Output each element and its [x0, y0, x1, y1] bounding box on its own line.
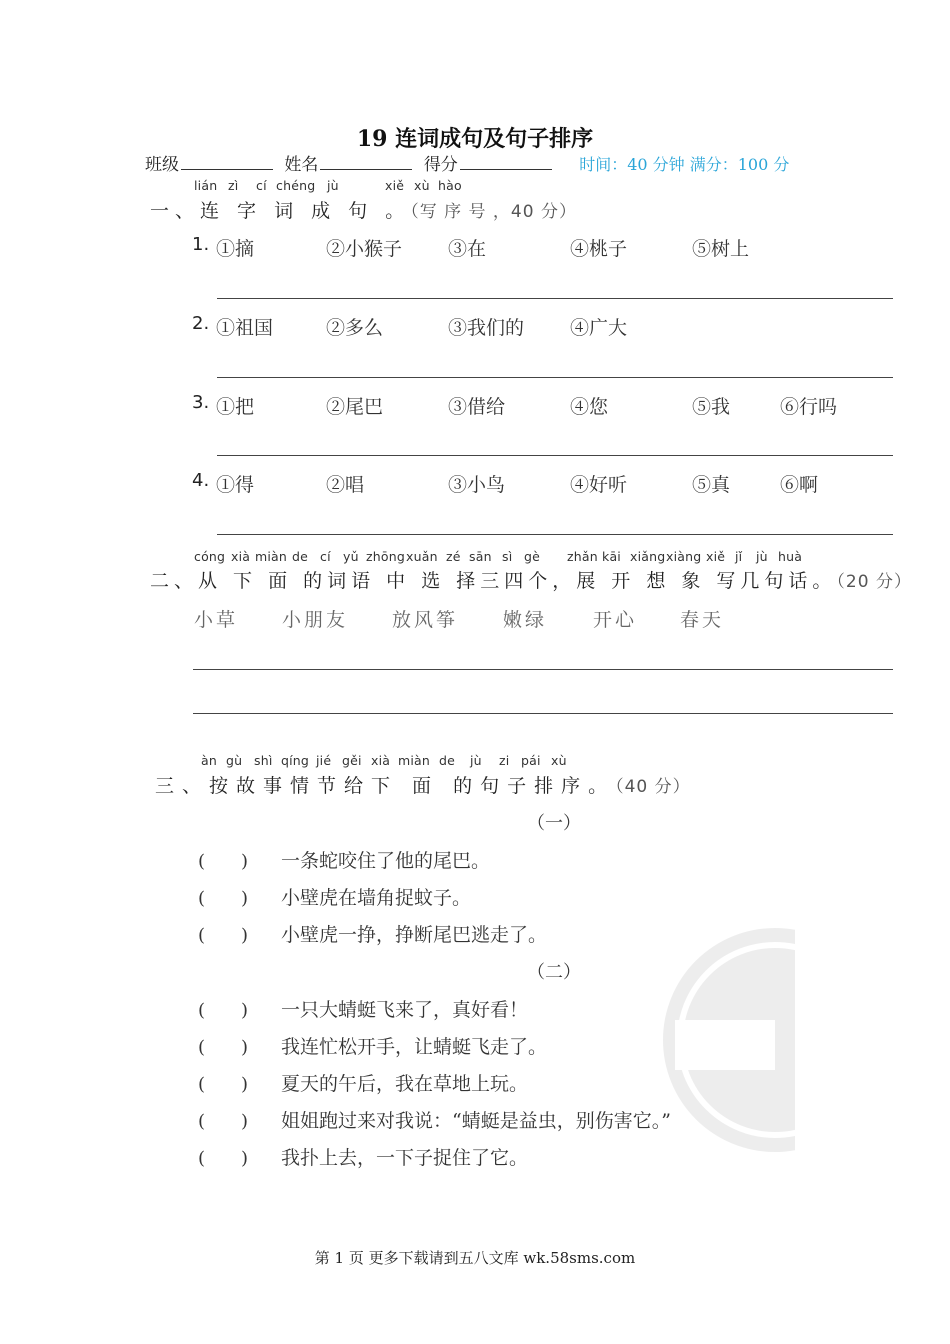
s2-pinyin-2: miàn	[255, 549, 288, 564]
s1-pinyin-3: chéng	[276, 178, 316, 193]
q1-option-4: ④桃子	[570, 238, 628, 260]
q4-option-2: ②唱	[326, 474, 365, 496]
s3-pinyin-11: pái	[521, 753, 541, 768]
s3-pinyin-0: àn	[201, 753, 217, 768]
s1-pinyin-2: cí	[256, 178, 267, 193]
g2-sentence-1: 一只大蜻蜓飞来了，真好看！	[281, 999, 529, 1021]
q4-option-3: ③小鸟	[448, 474, 506, 496]
s2-pinyin-4: cí	[320, 549, 331, 564]
q4-answer-line[interactable]	[217, 534, 893, 535]
q3-option-2: ②尾巴	[326, 396, 384, 418]
q1-option-5: ⑤树上	[692, 238, 750, 260]
q1-option-3: ③在	[448, 238, 487, 260]
s2-pinyin-8: zé	[446, 549, 461, 564]
s1-pinyin-0: lián	[194, 178, 218, 193]
name-blank[interactable]	[320, 153, 412, 170]
group2-label: （二）	[527, 962, 581, 983]
word-5: 开心	[593, 609, 638, 631]
s2-answer-line-2[interactable]	[193, 713, 893, 714]
section2-heading-text: 二、从 下 面 的词语 中 选 择三四个，展 开 想 象 写几句话。	[150, 570, 837, 592]
g2-answer-paren-4[interactable]: ( )	[198, 1111, 249, 1132]
q2-option-4: ④广大	[570, 317, 628, 339]
s2-pinyin-10: sì	[502, 549, 513, 564]
section1-points: （写 序 号 ，40 分）	[410, 202, 577, 222]
s2-pinyin-15: xiàng	[666, 549, 702, 564]
q4-option-4: ④好听	[570, 474, 628, 496]
q1-option-1: ①摘	[216, 238, 255, 260]
s1-pinyin-6: xù	[414, 178, 430, 193]
q4-option-5: ⑤真	[692, 474, 731, 496]
page-footer: 第 1 页 更多下载请到五八文库 wk.58sms.com	[314, 1249, 636, 1267]
s3-pinyin-4: jié	[316, 753, 332, 768]
score-label: 得分	[423, 155, 458, 175]
s2-pinyin-18: jù	[756, 549, 768, 564]
s2-pinyin-12: zhǎn	[567, 549, 598, 564]
section1-heading	[150, 196, 577, 223]
s2-pinyin-14: xiǎng	[630, 549, 666, 564]
s1-pinyin-4: jù	[327, 178, 339, 193]
g1-sentence-3: 小壁虎一挣，挣断尾巴逃走了。	[281, 924, 548, 946]
q4-option-1: ①得	[216, 474, 255, 496]
q3-option-4: ④您	[570, 396, 609, 418]
g1-answer-paren-3[interactable]: ( )	[198, 925, 249, 946]
s2-pinyin-3: de	[292, 549, 309, 564]
s2-pinyin-0: cóng	[194, 549, 226, 564]
s3-pinyin-2: shì	[254, 753, 273, 768]
g2-answer-paren-5[interactable]: ( )	[198, 1148, 249, 1169]
q3-number: 3.	[192, 392, 210, 413]
s1-pinyin-7: hào	[438, 178, 462, 193]
score-blank[interactable]	[460, 153, 552, 170]
q4-number: 4.	[192, 470, 210, 491]
q1-option-2: ②小猴子	[326, 238, 403, 260]
q2-option-2: ②多么	[326, 317, 384, 339]
g2-answer-paren-3[interactable]: ( )	[198, 1074, 249, 1095]
s2-pinyin-16: xiě	[706, 549, 726, 564]
name-label: 姓名	[284, 155, 319, 175]
word-3: 放风筝	[392, 609, 459, 631]
g2-sentence-3: 夏天的午后，我在草地上玩。	[281, 1073, 529, 1095]
word-2: 小朋友	[282, 609, 349, 631]
g2-sentence-2: 我连忙松开手，让蜻蜓飞走了。	[281, 1036, 548, 1058]
s1-pinyin-1: zì	[228, 178, 239, 193]
s3-pinyin-10: zi	[499, 753, 510, 768]
s3-pinyin-8: de	[439, 753, 456, 768]
class-label: 班级	[145, 155, 179, 175]
s2-pinyin-5: yǔ	[343, 549, 359, 564]
s2-pinyin-6: zhōng	[366, 549, 405, 564]
g2-sentence-4: 姐姐跑过来对我说：“蜻蜓是益虫，别伤害它。”	[281, 1110, 671, 1132]
watermark-seal	[655, 915, 795, 1165]
g1-sentence-1: 一条蛇咬住了他的尾巴。	[281, 850, 491, 872]
class-blank[interactable]	[181, 153, 273, 170]
q3-answer-line[interactable]	[217, 455, 893, 456]
time-score-text: 时间：40 分钟 满分：100 分	[579, 155, 790, 174]
s3-pinyin-9: jù	[470, 753, 482, 768]
section1-heading-text: 一、连 字 词 成 句 。	[150, 200, 411, 222]
q2-option-1: ①祖国	[216, 317, 274, 339]
group1-label: （一）	[527, 813, 581, 834]
g2-answer-paren-2[interactable]: ( )	[198, 1037, 249, 1058]
s1-pinyin-5: xiě	[385, 178, 405, 193]
section3-heading-text: 三、按故事情节给下 面 的句子排序。	[155, 775, 616, 797]
q3-option-3: ③借给	[448, 396, 506, 418]
q2-option-3: ③我们的	[448, 317, 525, 339]
s2-pinyin-19: huà	[778, 549, 803, 564]
student-info-line	[145, 150, 789, 175]
s3-pinyin-7: miàn	[398, 753, 431, 768]
page-title: 19 连词成句及句子排序	[356, 126, 594, 152]
s3-pinyin-12: xù	[551, 753, 567, 768]
s2-pinyin-11: gè	[524, 549, 541, 564]
section2-points: （20 分）	[836, 572, 912, 592]
s3-pinyin-6: xià	[371, 753, 391, 768]
q3-option-5: ⑤我	[692, 396, 731, 418]
q3-option-1: ①把	[216, 396, 255, 418]
s2-pinyin-9: sān	[469, 549, 492, 564]
s2-answer-line-1[interactable]	[193, 669, 893, 670]
word-1: 小草	[194, 609, 239, 631]
g1-sentence-2: 小壁虎在墙角捉蚊子。	[281, 887, 472, 909]
s2-pinyin-7: xuǎn	[406, 549, 438, 564]
q1-number: 1.	[192, 234, 210, 255]
g1-answer-paren-1[interactable]: ( )	[198, 851, 249, 872]
g2-answer-paren-1[interactable]: ( )	[198, 1000, 249, 1021]
q3-option-6: ⑥行吗	[780, 396, 838, 418]
word-6: 春天	[680, 609, 725, 631]
s3-pinyin-3: qíng	[281, 753, 310, 768]
q2-answer-line[interactable]	[217, 377, 893, 378]
section2-heading	[150, 566, 912, 593]
section3-heading	[155, 771, 691, 798]
s2-pinyin-13: kāi	[602, 549, 621, 564]
s3-pinyin-5: gěi	[342, 753, 362, 768]
g2-sentence-5: 我扑上去，一下子捉住了它。	[281, 1147, 529, 1169]
word-4: 嫩绿	[503, 609, 548, 631]
s3-pinyin-1: gù	[226, 753, 243, 768]
s2-pinyin-17: jǐ	[735, 549, 743, 564]
section3-points: （40 分）	[615, 777, 691, 797]
q2-number: 2.	[192, 313, 210, 334]
s2-pinyin-1: xià	[231, 549, 251, 564]
g1-answer-paren-2[interactable]: ( )	[198, 888, 249, 909]
q4-option-6: ⑥啊	[780, 474, 819, 496]
q1-answer-line[interactable]	[217, 298, 893, 299]
